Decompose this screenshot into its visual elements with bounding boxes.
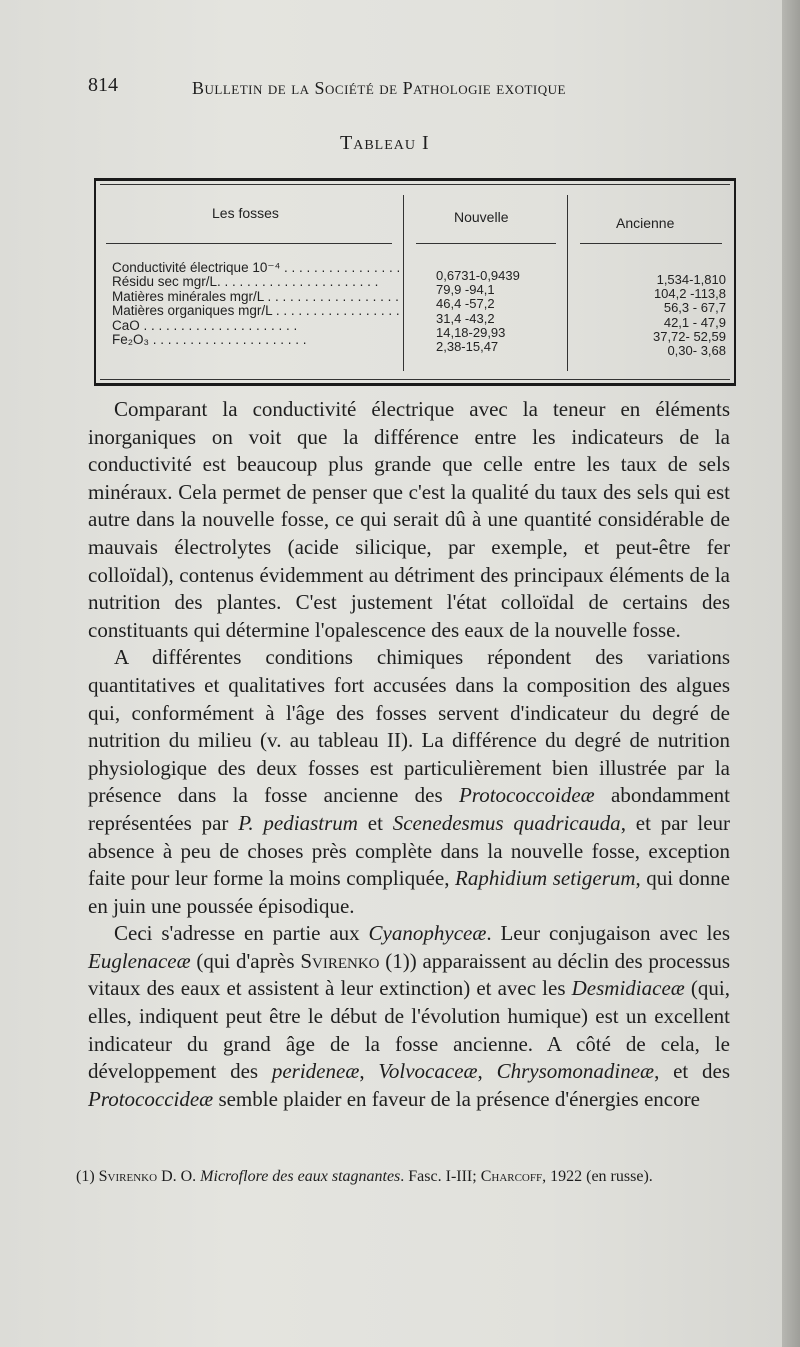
nouvelle-values (436, 269, 566, 354)
table-rule-top (100, 184, 730, 185)
row-labels (112, 261, 400, 347)
table-column-divider (403, 195, 404, 371)
table-cell: 2,38-15,47 (436, 339, 499, 355)
table-cell: 1,534-1,810 (656, 272, 726, 287)
text-run: , 1922 (en russe). (542, 1168, 653, 1185)
footnote-text (76, 1166, 728, 1188)
table-header-rule (106, 243, 392, 244)
table-cell: 56,3 - 67,7 (663, 300, 726, 316)
text-run: , qui donne en juin une poussée épisodique. (88, 866, 730, 918)
taxon-name: Volvocaceæ (378, 1059, 478, 1084)
taxon-name: Euglenaceæ (88, 948, 191, 973)
running-head: Bulletin de la Société de Pathologie exotique (192, 78, 566, 98)
text-run: Ceci s'adresse en partie aux (114, 921, 369, 946)
text-run: , et des (654, 1059, 731, 1084)
table-cell: 37,72- 52,59 (652, 328, 726, 344)
table-title: Tableau I (340, 132, 430, 154)
place-name: Charcoff (480, 1168, 543, 1185)
author-name: Svirenko (300, 948, 380, 973)
taxon-name: Cyanophyceæ (368, 921, 487, 946)
table-column-divider (567, 195, 568, 371)
text-run: (qui d'après (190, 948, 301, 973)
page-number: 814 (88, 74, 118, 96)
text-run: (qui, elles, indiquent peut être le début de l'évolution humique) est un excellent indicateur du grand âge de la fosse ancienne. A côté de cela, le développement des (88, 976, 730, 1084)
table-cell: 31,4 -43,2 (436, 310, 495, 326)
paragraph-3 (88, 920, 730, 1113)
page-header (88, 70, 648, 104)
text-run: et (357, 810, 393, 835)
taxon-name: Raphidium setigerum (455, 866, 636, 891)
row-label: CaO . . . (112, 319, 400, 333)
text-run: , et par leur absence à peu de choses près complète dans la nouvelle fosse, exception faite pour leur forme la moins compliquée, (88, 810, 731, 891)
page-edge (782, 0, 800, 1347)
paragraph-2 (88, 644, 730, 920)
body-text (88, 396, 730, 1113)
table-cell: 79,9 -94,1 (436, 282, 495, 298)
work-title: Microflore des eaux stagnantes (200, 1168, 401, 1185)
footnote (76, 1166, 728, 1188)
text-run: A différentes conditions chimiques répondent des variations quantitatives et qualitatives fort accusées dans la composition des algues qui, conformément à l'âge des fosses servent d'indicateur du degré de nutrition du milieu (v. au tableau II). La différence du degré de nutrition physiologique des deux fosses est particulièrement bien illustrée par la présence dans la fosse ancienne des (88, 645, 730, 808)
footnote-marker: (1) (76, 1168, 99, 1185)
row-label: Résidu sec mgr/L. . . . (112, 275, 400, 289)
text-run: D. O. (157, 1168, 201, 1185)
table-cell: 46,4 -57,2 (436, 296, 495, 312)
taxon-name: Chrysomonadineæ (496, 1059, 655, 1084)
table-rule-bottom (100, 379, 730, 380)
table-cell: 104,2 -113,8 (653, 286, 726, 302)
text-run: , (359, 1059, 379, 1084)
taxon-name: perideneæ (271, 1059, 360, 1084)
taxon-name: P. pediastrum (238, 810, 358, 835)
column-header-nouvelle: Nouvelle (454, 209, 509, 225)
taxon-name: Scenedesmus quadricauda (392, 810, 621, 835)
taxon-name: Protococcideæ (88, 1086, 214, 1111)
table-cell: 14,18-29,93 (436, 324, 506, 340)
row-label: Matières organiques mgr/L . . . (112, 304, 400, 318)
paragraph-1: Comparant la conductivité électrique avec la teneur en éléments inorganiques on voit que la différence entre les indicateurs de la conductivité est beaucoup plus grande que celle entre les taux de sels minéraux. Cela permet de penser que c'est la qualité du taux des sels qui est autre dans la nouvelle fosse, ce qui serait dû à une quantité considérable de mauvais électrolytes (acide silicique, par exemple, et peut-être fer colloïdal), contenus évidemment au détriment des principaux éléments de la nutrition des plantes. C'est justement l'état colloïdal de certains des constituants qui détermine l'opalescence des eaux de la nouvelle fosse. (88, 397, 730, 642)
data-table (94, 178, 736, 386)
text-run: (1)) apparaissent au déclin des processus vitaux des eaux et assistent à leur extinction) et avec les (88, 948, 731, 1001)
ancienne-values (606, 273, 726, 358)
taxon-name: Desmidiaceæ (571, 976, 685, 1001)
text-run: abondamment représentées par (88, 783, 730, 835)
table-cell: 0,6731-0,9439 (436, 268, 520, 283)
row-label: Matières minérales mgr/L . . . (112, 290, 400, 304)
text-run: . Leur conjugaison avec les (486, 921, 730, 946)
column-header-ancienne: Ancienne (616, 215, 675, 231)
taxon-name: Protococcoideæ (458, 783, 595, 808)
row-label: Conductivité électrique 10⁻⁴ . . . (112, 261, 400, 275)
text-run: semble plaider en faveur de la présence d'énergies encore (213, 1086, 700, 1111)
table-cell: 0,30- 3,68 (667, 343, 726, 359)
table-header-rule (580, 243, 722, 244)
author-name: Svirenko (98, 1168, 158, 1185)
table-cell: 42,1 - 47,9 (663, 314, 726, 330)
column-header-fosses: Les fosses (212, 205, 279, 221)
row-label: Fe₂O₃ . . . (112, 333, 400, 347)
table-header-rule (416, 243, 556, 244)
text-run: , (477, 1059, 497, 1084)
text-run: . Fasc. I-III; (400, 1168, 481, 1185)
